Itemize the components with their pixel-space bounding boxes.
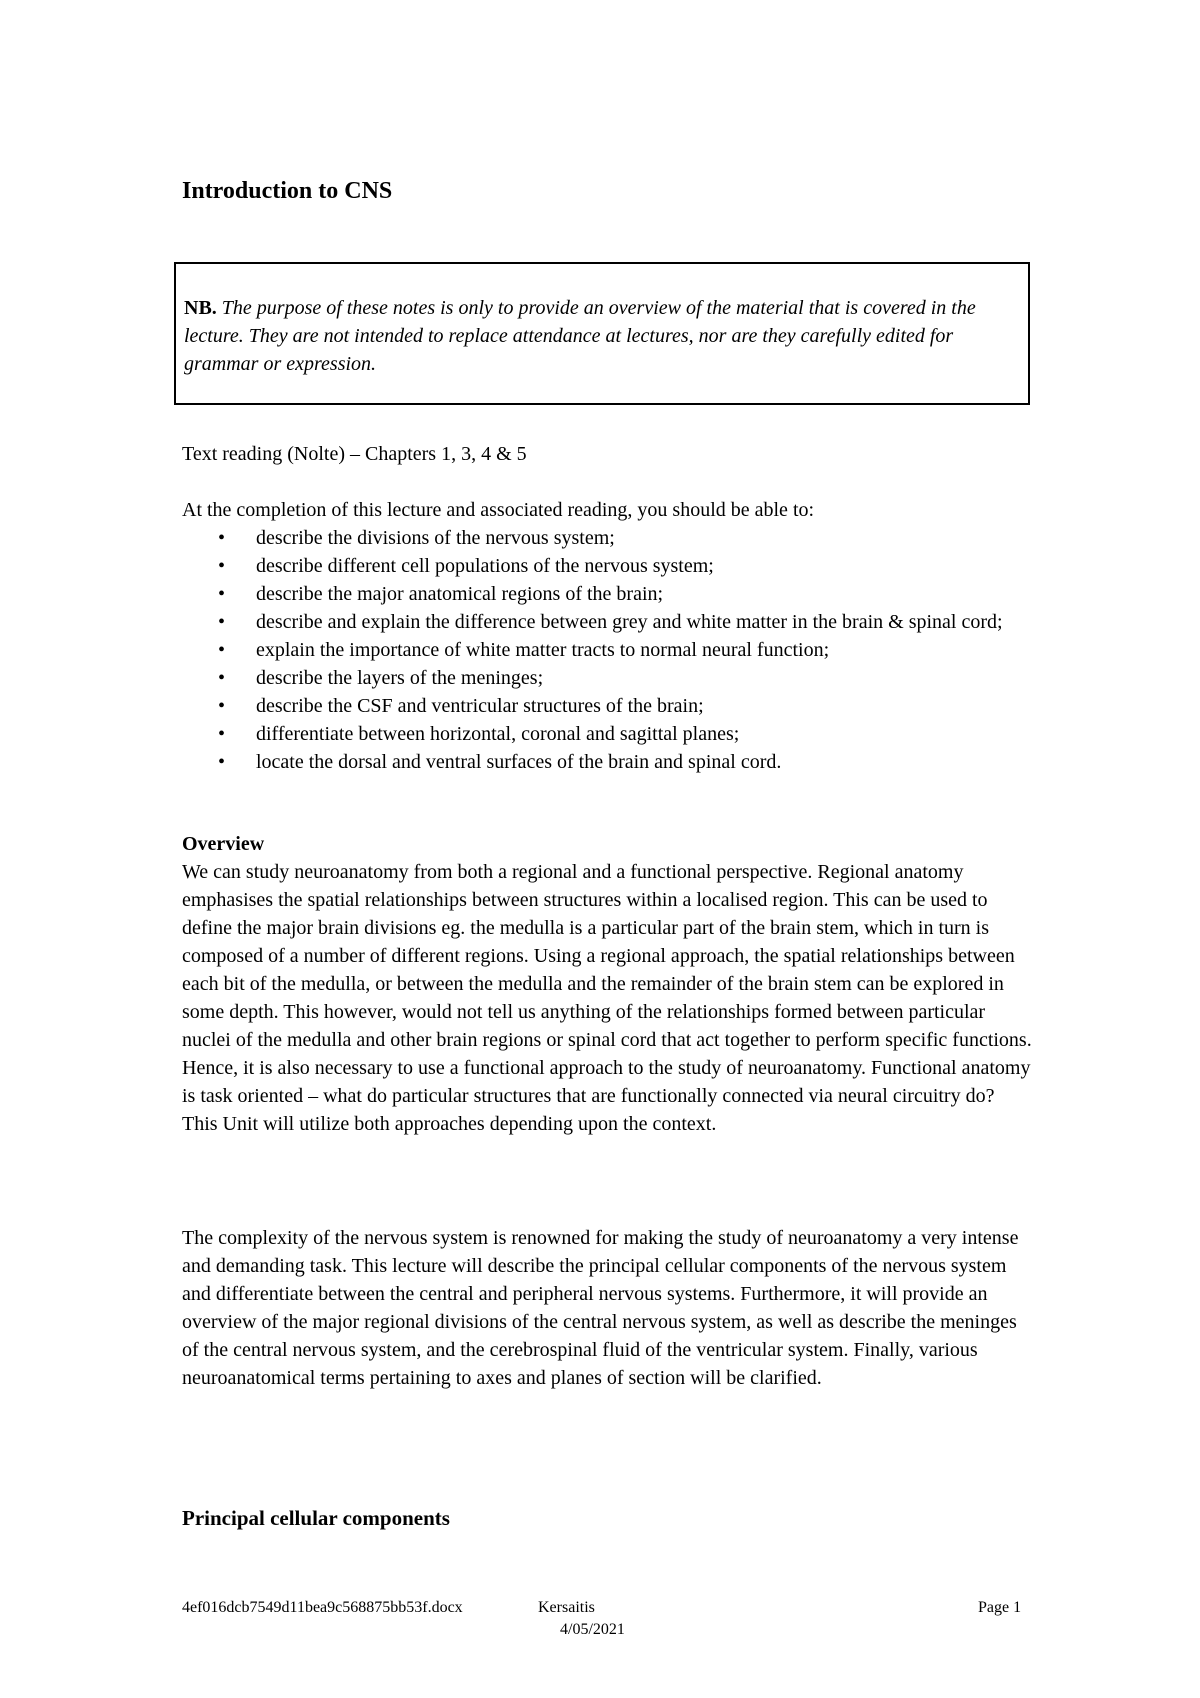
objective-item	[182, 720, 1032, 748]
footer-page-number: Page 1	[978, 1599, 1022, 1616]
nb-label: NB.	[184, 297, 217, 319]
objective-text: describe the major anatomical regions of the brain;	[256, 583, 664, 605]
bullet-icon: •	[218, 751, 226, 773]
bullet-icon: •	[218, 639, 226, 661]
objective-text: describe the CSF and ventricular structures of the brain;	[256, 695, 704, 717]
objective-text: locate the dorsal and ventral surfaces of the brain and spinal cord.	[256, 751, 782, 773]
footer-author: Kersaitis	[538, 1599, 595, 1616]
principal-cells-heading: Principal cellular components	[182, 1506, 450, 1530]
nb-notice-box	[174, 262, 1030, 405]
objective-item	[182, 748, 1032, 776]
objective-item	[182, 608, 1032, 636]
bullet-icon: •	[218, 723, 226, 745]
bullet-icon: •	[218, 695, 226, 717]
overview-paragraph: We can study neuroanatomy from both a regional and a functional perspective. Regional anatomy emphasises the spatial relationships between structures within a localised region. This can be used to define the major brain divisions eg. the medulla is a particular part of the brain stem, which in turn is composed of a number of different regions. Using a regional approach, the spatial relationships between each bit of the medulla, or between the medulla and the remainder of the brain stem can be explored in some depth. This however, would not tell us anything of the relationships formed between particular nuclei of the medulla and other brain regions or spinal cord that act together to perform specific functions. Hence, it is also necessary to use a functional approach to the study of neuroanatomy. Functional anatomy is task oriented – what do particular structures that are functionally connected via neural circuitry do? This Unit will utilize both approaches depending upon the context.	[182, 861, 1032, 1135]
objective-text: explain the importance of white matter tracts to normal neural function;	[256, 639, 830, 661]
bullet-icon: •	[218, 527, 226, 549]
bullet-icon: •	[218, 583, 226, 605]
bullet-icon: •	[218, 611, 226, 633]
objective-item	[182, 636, 1032, 664]
nb-notice-text: The purpose of these notes is only to provide an overview of the material that is covered in the lecture. They are not intended to replace attendance at lectures, nor are they carefully edited for grammar or expression.	[184, 297, 976, 375]
overview-heading: Overview	[182, 833, 265, 855]
objective-item	[182, 524, 1032, 552]
objective-item	[182, 692, 1032, 720]
footer-date: 4/05/2021	[560, 1621, 625, 1638]
objective-text: describe and explain the difference between grey and white matter in the brain & spinal cord;	[256, 611, 1003, 633]
objective-text: describe the divisions of the nervous system;	[256, 527, 615, 549]
complexity-paragraph: The complexity of the nervous system is renowned for making the study of neuroanatomy a very intense and demanding task. This lecture will describe the principal cellular components of the nervous system and differentiate between the central and peripheral nervous systems. Furthermore, it will provide an overview of the major regional divisions of the central nervous system, as well as describe the meninges of the central nervous system, and the cerebrospinal fluid of the ventricular system. Finally, various neuroanatomical terms pertaining to axes and planes of section will be clarified.	[182, 1227, 1019, 1389]
document-title: Introduction to CNS	[182, 178, 393, 204]
learning-objectives-list	[182, 524, 1032, 776]
footer-filename: 4ef016dcb7549d11bea9c568875bb53f.docx	[182, 1599, 463, 1616]
objective-item	[182, 552, 1032, 580]
text-reading-line: Text reading (Nolte) – Chapters 1, 3, 4 & 5	[182, 443, 527, 465]
objective-item	[182, 664, 1032, 692]
objective-text: differentiate between horizontal, coronal and sagittal planes;	[256, 723, 740, 745]
objective-text: describe the layers of the meninges;	[256, 667, 544, 689]
objective-item	[182, 580, 1032, 608]
bullet-icon: •	[218, 555, 226, 577]
bullet-icon: •	[218, 667, 226, 689]
objectives-intro: At the completion of this lecture and associated reading, you should be able to:	[182, 499, 815, 521]
objective-text: describe different cell populations of the nervous system;	[256, 555, 714, 577]
